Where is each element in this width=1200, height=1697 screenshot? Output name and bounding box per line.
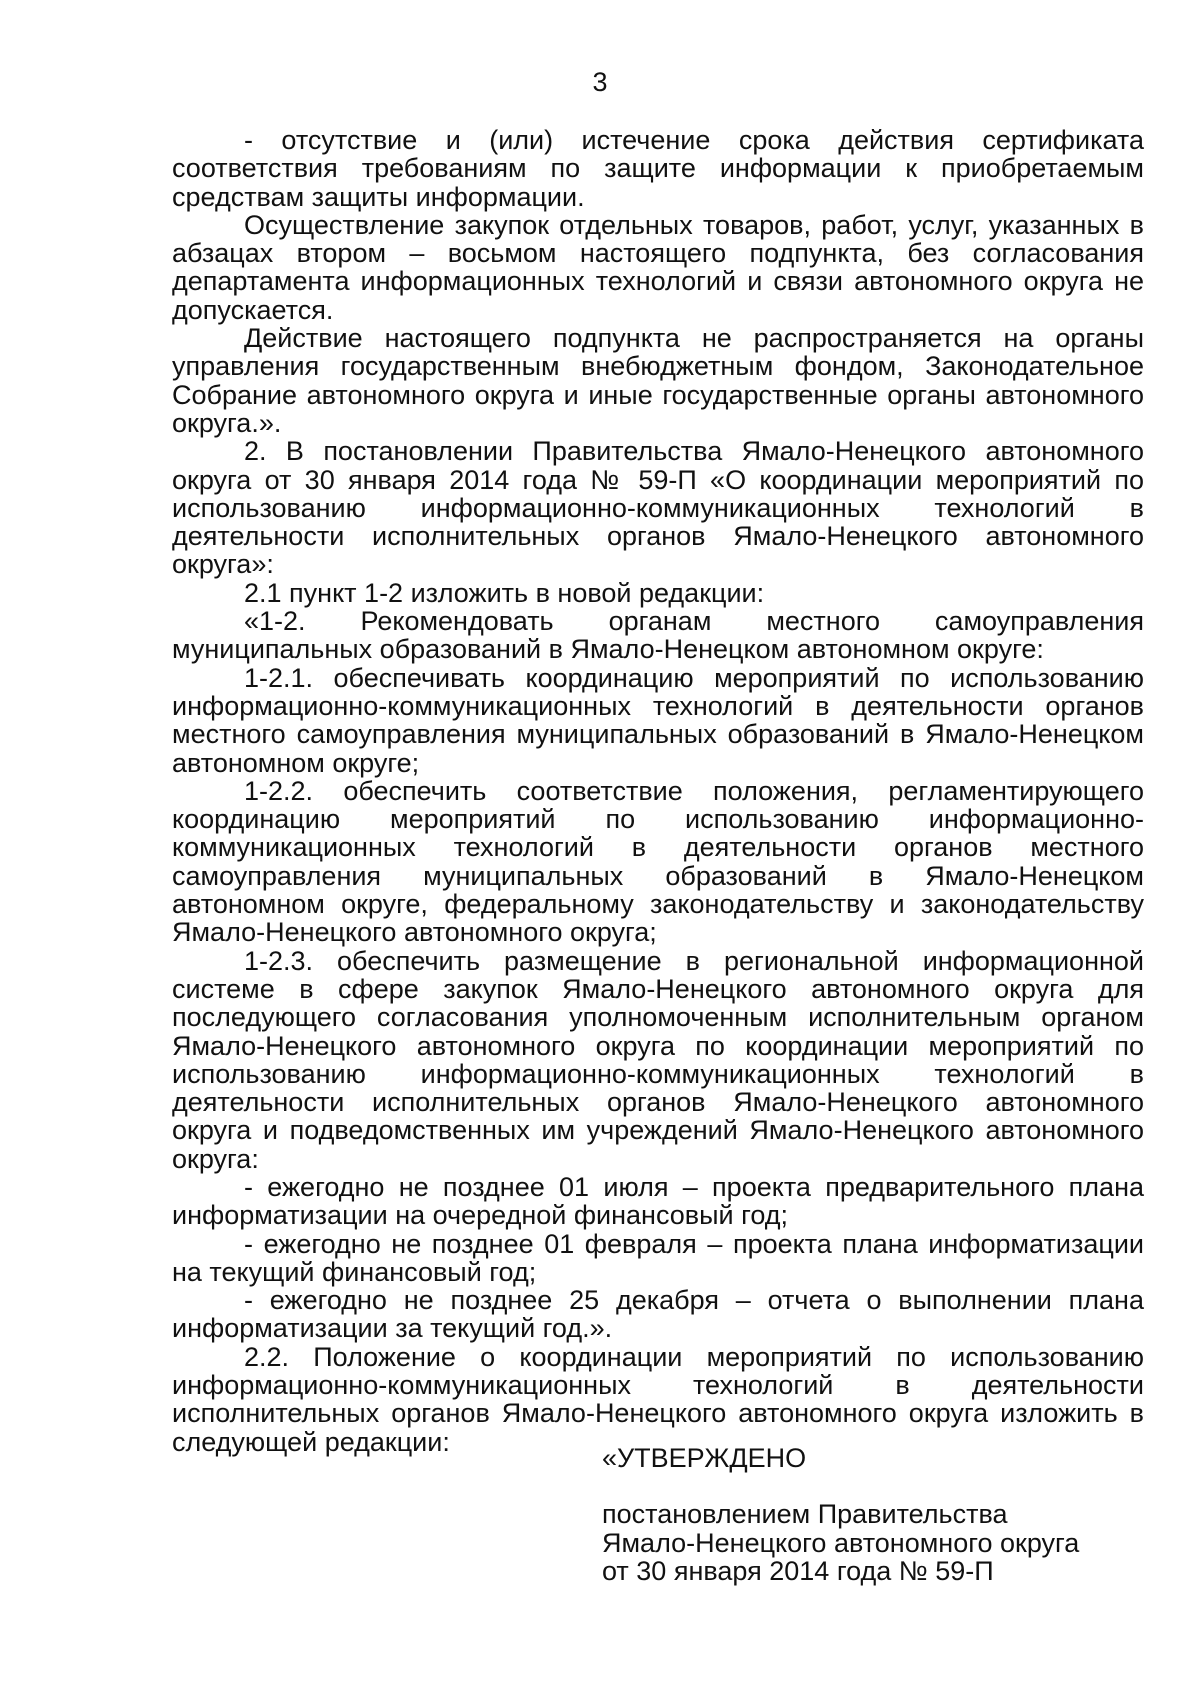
paragraph-item-1-2: «1-2. Рекомендовать органам местного самоуправления муниципальных образований в Ямало-Ненецком автономном округе: xyxy=(172,606,1144,665)
paragraph-item-2-2: 2.2. Положение о координации мероприятий по использованию информационно-коммуникационных технологий в деятельности исполнительных органов Ямало-Ненецкого автономного округа изложить в следующей редакции: xyxy=(172,1341,1144,1457)
paragraph-deadline-december: - ежегодно не позднее 25 декабря – отчета о выполнении плана информатизации за текущий год.». xyxy=(172,1285,1144,1344)
paragraph-certificate-absence: - отсутствие и (или) истечение срока действия сертификата соответствия требованиям по защите информации к приобретаемым средствам защиты информации. xyxy=(172,125,1144,212)
approval-block xyxy=(602,1444,1122,1585)
paragraph-deadline-february: - ежегодно не позднее 01 февраля – проекта плана информатизации на текущий финансовый год; xyxy=(172,1228,1144,1287)
paragraph-item-2-1: 2.1 пункт 1-2 изложить в новой редакции: xyxy=(244,577,765,608)
paragraph-item-1-2-3: 1-2.3. обеспечить размещение в региональной информационной системе в сфере закупок Ямало-Ненецкого автономного округа для последующего согласования уполномоченным исполнительным органом Ямало-Ненецкого автономного округа по координации мероприятий по использованию информационно-коммуникационных технологий в деятельности исполнительных органов Ямало-Ненецкого автономного округа и подведомственных им учреждений Ямало-Ненецкого автономного округа: xyxy=(172,945,1144,1174)
approval-title: «УТВЕРЖДЕНО xyxy=(602,1443,807,1473)
approval-line-resolution: постановлением Правительства xyxy=(602,1499,1008,1530)
paragraph-procurement-approval: Осуществление закупок отдельных товаров, работ, услуг, указанных в абзацах втором – восьмом настоящего подпункта, без согласования департамента информационных технологий и связи автономного округа не допускается. xyxy=(172,209,1144,325)
page-number: 3 xyxy=(592,67,608,97)
document-body xyxy=(172,126,1144,1456)
approval-line-region: Ямало-Ненецкого автономного округа xyxy=(602,1527,1080,1558)
paragraph-scope-exception: Действие настоящего подпункта не распространяется на органы управления государственным внебюджетным фондом, Законодательное Собрание автономного округа и иные государственные органы автономного округа.». xyxy=(172,323,1144,438)
approval-line-date: от 30 января 2014 года № 59-П xyxy=(602,1555,994,1586)
paragraph-item-1-2-2: 1-2.2. обеспечить соответствие положения, регламентирующего координацию мероприятий по использованию информационно-коммуникационных технологий в деятельности органов местного самоуправления муниципальных образований в Ямало-Ненецком автономном округе, федеральному законодательству и законодательству Ямало-Ненецкого автономного округа; xyxy=(172,775,1144,948)
paragraph-item-1-2-1: 1-2.1. обеспечивать координацию мероприятий по использованию информационно-коммуникационных технологий в деятельности органов местного самоуправления муниципальных образований в Ямало-Ненецком автономном округе; xyxy=(172,662,1144,778)
paragraph-item-2: 2. В постановлении Правительства Ямало-Ненецкого автономного округа от 30 января 2014 года № 59-П «О координации мероприятий по использованию информационно-коммуникационных технологий в деятельности исполнительных органов Ямало-Ненецкого автономного округа»: xyxy=(172,436,1144,580)
paragraph-deadline-july: - ежегодно не позднее 01 июля – проекта предварительного плана информатизации на очередной финансовый год; xyxy=(172,1171,1144,1231)
